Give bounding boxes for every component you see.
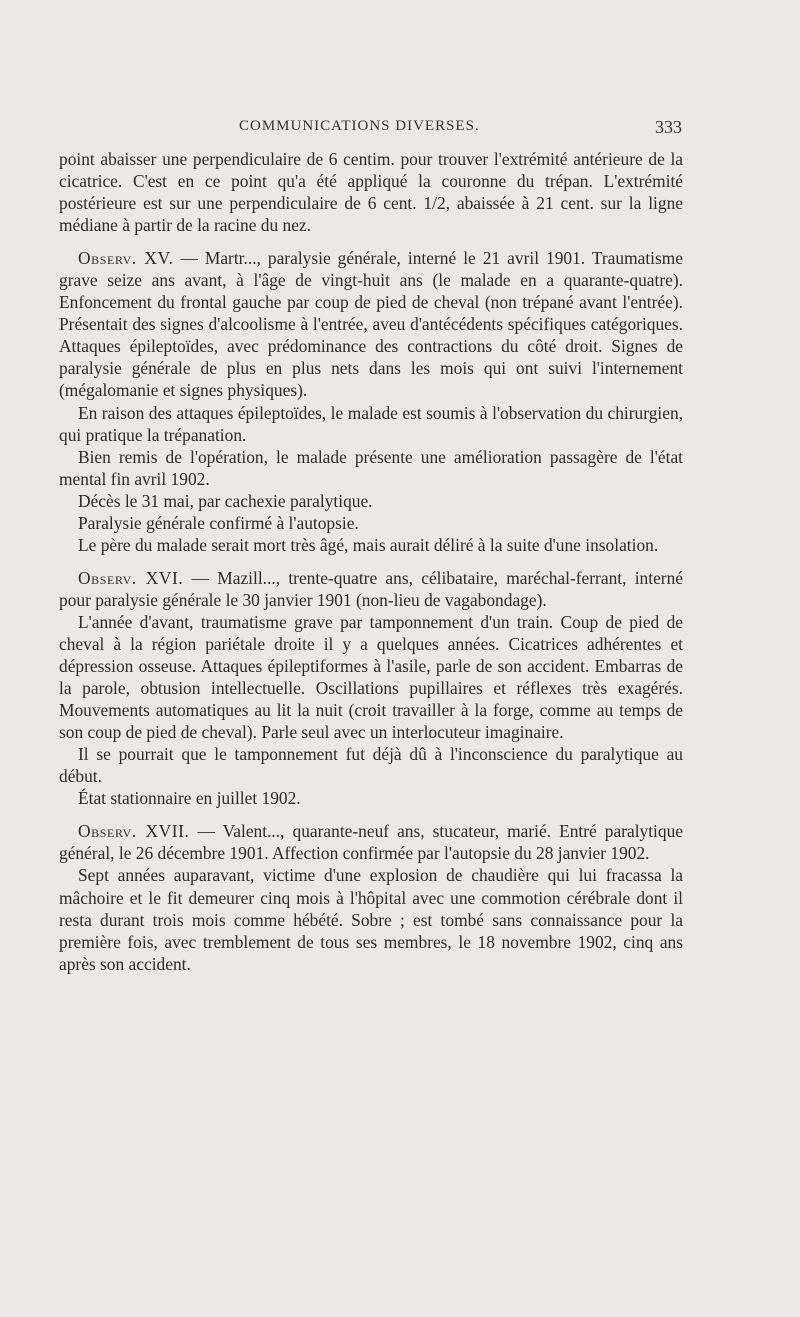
observation-label: Observ. XVII. bbox=[78, 821, 190, 842]
body-text bbox=[59, 148, 683, 975]
paragraph-continuation bbox=[59, 148, 683, 236]
paragraph-text: — Martr..., paralysie générale, interné le 21 avril 1901. Traumatisme grave seize ans avant, à l'âge de vingt-huit ans (le malade en a quarante-quatre). Enfoncement du frontal gauche par coup de pied de cheval (non trépané avant l'entrée). Présentait des signes d'alcoolisme à l'entrée, aveu d'antécédents spécifiques catégoriques. Attaques épileptoïdes, avec prédominance des contractions du côté droit. Signes de paralysie générale de plus en plus nets dans les mois qui ont suivi l'internement (mégalomanie et signes physiques). bbox=[59, 248, 683, 401]
paragraph bbox=[59, 743, 683, 787]
paragraph-text: Paralysie générale confirmé à l'autopsie. bbox=[78, 512, 359, 533]
paragraph bbox=[59, 446, 683, 490]
observation-xv-heading-paragraph bbox=[59, 247, 683, 401]
paragraph bbox=[59, 402, 683, 446]
paragraph-text: point abaisser une perpendiculaire de 6 centim. pour trouver l'extrémité antérieure de la cicatrice. C'est en ce point qu'a été appliqué la couronne du trépan. L'extrémité postérieure est sur une perpendiculaire de 6 cent. 1/2, abaissée à 21 cent. sur la ligne médiane à partir de la racine du nez. bbox=[59, 149, 683, 236]
paragraph bbox=[59, 787, 683, 809]
observation-xvi-heading-paragraph bbox=[59, 567, 683, 611]
paragraph-text: En raison des attaques épileptoïdes, le malade est soumis à l'observation du chirurgien, qui pratique la trépanation. bbox=[59, 402, 683, 445]
paragraph-text: Sept années auparavant, victime d'une explosion de chaudière qui lui fracassa la mâchoire et le fit demeurer cinq mois à l'hôpital avec une commotion cérébrale dont il resta durant trois mois comme hébété. Sobre ; est tombé sans connaissance pour la première fois, avec tremblement de tous ses membres, le 18 novembre 1902, cinq ans après son accident. bbox=[59, 865, 683, 974]
paragraph-text: État stationnaire en juillet 1902. bbox=[78, 788, 301, 809]
paragraph-text: Décès le 31 mai, par cachexie paralytique. bbox=[78, 490, 373, 511]
observation-label: Observ. XVI. bbox=[78, 567, 184, 588]
paragraph-text: Il se pourrait que le tamponnement fut déjà dû à l'inconscience du paralytique au début. bbox=[59, 744, 683, 787]
running-title: COMMUNICATIONS DIVERSES. bbox=[239, 118, 480, 134]
observation-label: Observ. XV. bbox=[78, 248, 174, 269]
page-header bbox=[59, 118, 685, 138]
paragraph-text: — Valent..., quarante-neuf ans, stucateur, marié. Entré paralytique général, le 26 décembre 1901. Affection confirmée par l'autopsie du 28 janvier 1902. bbox=[59, 821, 683, 864]
paragraph bbox=[59, 512, 683, 534]
paragraph-text: L'année d'avant, traumatisme grave par tamponnement d'un train. Coup de pied de cheval à la région pariétale droite il y a quelques années. Cicatrices adhérentes et dépression osseuse. Attaques épileptiformes à l'asile, parle de son accident. Embarras de la parole, obtusion intellectuelle. Oscillations pupillaires et réflexes très exagérés. Mouvements automatiques au lit la nuit (croit travailler à la forge, comme au temps de son coup de pied de cheval). Parle seul avec un interlocuteur imaginaire. bbox=[59, 611, 683, 743]
paragraph bbox=[59, 864, 683, 974]
paragraph bbox=[59, 490, 683, 512]
paragraph bbox=[59, 534, 683, 556]
paragraph bbox=[59, 611, 683, 743]
page-number: 333 bbox=[655, 117, 682, 137]
paragraph-text: — Mazill..., trente-quatre ans, célibataire, maréchal-ferrant, interné pour paralysie générale le 30 janvier 1901 (non-lieu de vagabondage). bbox=[59, 567, 683, 610]
paragraph-text: Le père du malade serait mort très âgé, mais aurait déliré à la suite d'une insolation. bbox=[78, 534, 659, 555]
paragraph-text: Bien remis de l'opération, le malade présente une amélioration passagère de l'état mental fin avril 1902. bbox=[59, 446, 683, 489]
observation-xvii-heading-paragraph bbox=[59, 820, 683, 864]
